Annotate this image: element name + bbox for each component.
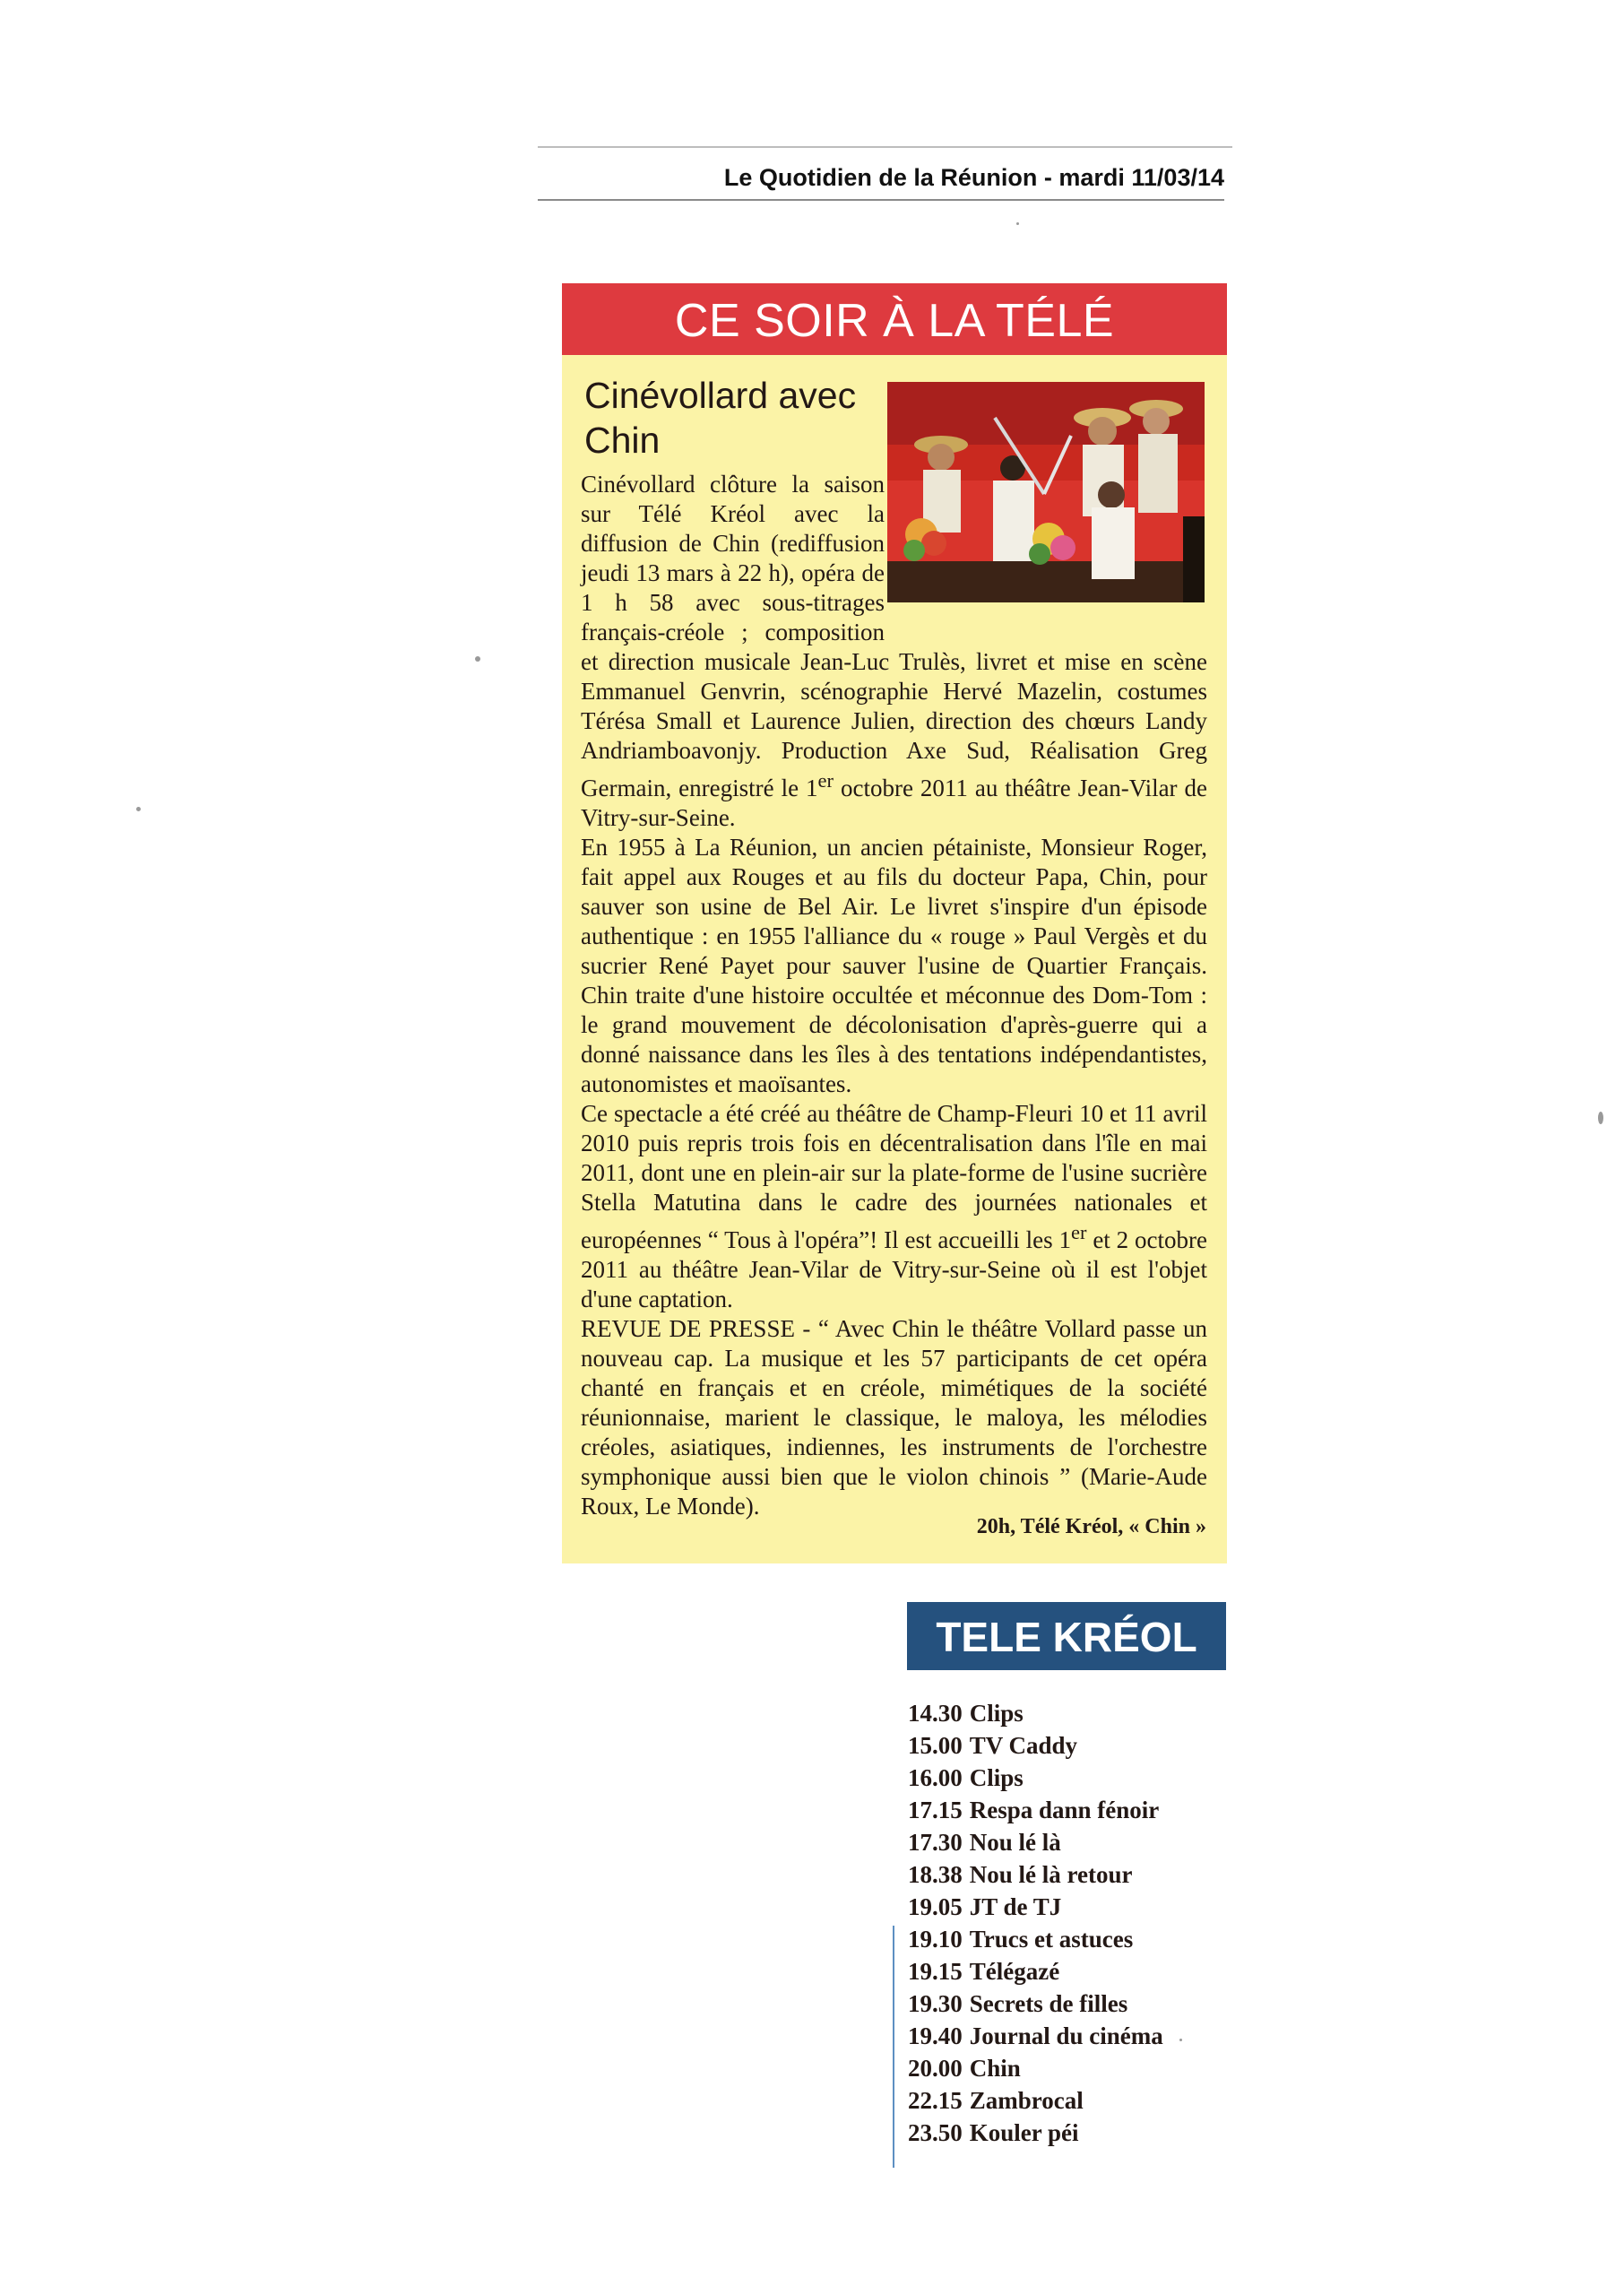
scan-speck: [1598, 1112, 1603, 1124]
article-paragraph-2: En 1955 à La Réunion, un ancien pétainiste, Monsieur Roger, fait appel aux Rouges et au fils du docteur Papa, Chin, pour sauver son usine de Bel Air. Le livret s'inspire d'un épisode authentique : en 1955 l'alliance du « rouge » Paul Vergès et du sucrier René Payet pour sauver l'usine de Quartier Français. Chin traite d'une histoire occultée et méconnue des Dom-Tom : le grand mouvement de décolonisation d'après-guerre qui a donné naissance dans les îles à des tentations indépendantistes, autonomistes et maoïsantes.: [581, 834, 1207, 1097]
schedule-title: Télégazé: [969, 1958, 1060, 1985]
schedule-time: 23.50: [908, 2119, 963, 2146]
schedule-title: Trucs et astuces: [969, 1926, 1134, 1953]
article-body: [581, 470, 1207, 1521]
schedule-item: [908, 1826, 1163, 1858]
schedule-item: [908, 1794, 1163, 1826]
schedule-title: Chin: [969, 2055, 1021, 2082]
tonight-box: [562, 283, 1227, 1563]
schedule-time: 19.30: [908, 1990, 963, 2017]
press-review-paragraph: REVUE DE PRESSE - “ Avec Chin le théâtre Vollard passe un nouveau cap. La musique et les 57 participants de cet opéra chanté en français et en créole, mimétiques de la société réunionnaise, marient le classique, le maloya, les mélodies créoles, asiatiques, indiennes, les instruments de l'orchestre symphonique aussi bien que le violon chinois ” (Marie-Aude Roux, Le Monde).: [581, 1315, 1207, 1520]
schedule-time: 18.38: [908, 1861, 963, 1888]
schedule-time: 17.15: [908, 1797, 963, 1823]
tv-schedule: [908, 1697, 1163, 2149]
schedule-item: [908, 1697, 1163, 1729]
schedule-title: JT de TJ: [969, 1893, 1062, 1920]
broadcast-caption: 20h, Télé Kréol, « Chin »: [976, 1515, 1206, 1538]
photo-space: [885, 470, 1207, 622]
scan-speck: [475, 656, 480, 662]
schedule-item: [908, 1955, 1163, 1988]
schedule-time: 16.00: [908, 1764, 963, 1791]
schedule-item: [908, 1858, 1163, 1891]
schedule-item: [908, 2020, 1163, 2052]
top-rule: [538, 146, 1232, 148]
schedule-title: Nou lé là: [969, 1829, 1061, 1856]
ordinal-suffix: er: [1070, 1221, 1087, 1243]
schedule-time: 19.15: [908, 1958, 963, 1985]
schedule-item: [908, 1762, 1163, 1794]
article-paragraph-3: Ce spectacle a été créé au théâtre de Champ-Fleuri 10 et 11 avril 2010 puis repris trois fois en décentralisation dans l'île en mai 2011, dont une en plein-air sur la plate-forme de l'usine sucrière Stella Matutina dans le cadre des journées nationales et européennes “ Tous à l'opéra”! Il est accueilli les 1: [581, 1100, 1207, 1253]
article-paragraph-3-end: et 2 octobre 2011 au théâtre Jean-Vilar de Vitry-sur-Seine où il est l'objet d'une captation.: [581, 1226, 1207, 1312]
schedule-title: Clips: [969, 1700, 1024, 1727]
schedule-item: [908, 1729, 1163, 1762]
article-paragraph-1: Cinévollard clôture la saison sur Télé Kréol avec la diffusion de Chin (rediffusion jeudi 13 mars à 22 h), opéra de 1 h 58 avec sous-titrages français-créole ; composition et direction musicale Jean-Luc Trulès, livret et mise en scène Emmanuel Genvrin, scénographie Hervé Mazelin, costumes Térésa Small et Laurence Julien, direction des chœurs Landy Andriamboavonjy. Production Axe Sud, Réalisation Greg Germain, enregistré le 1: [581, 471, 1207, 801]
schedule-item: [908, 2052, 1163, 2084]
scan-speck: [136, 807, 141, 811]
schedule-time: 14.30: [908, 1700, 963, 1727]
scan-speck: [1016, 222, 1019, 225]
schedule-title: Journal du cinéma: [969, 2022, 1163, 2049]
channel-header: TELE KRÉOL: [907, 1602, 1226, 1670]
schedule-time: 17.30: [908, 1829, 963, 1856]
schedule-title: Zambrocal: [969, 2087, 1084, 2114]
schedule-time: 15.00: [908, 1732, 963, 1759]
ordinal-suffix: er: [817, 769, 834, 792]
schedule-title: Kouler péi: [969, 2119, 1079, 2146]
masthead: Le Quotidien de la Réunion - mardi 11/03/14: [723, 164, 1224, 191]
schedule-item: [908, 1891, 1163, 1923]
schedule-item: [908, 1923, 1163, 1955]
schedule-title: Nou lé là retour: [969, 1861, 1133, 1888]
schedule-time: 19.05: [908, 1893, 963, 1920]
article-paragraph-1-end: octobre 2011 au théâtre Jean-Vilar de Vitry-sur-Seine.: [581, 775, 1207, 831]
schedule-title: Secrets de filles: [969, 1990, 1128, 2017]
scan-speck: [1179, 2039, 1182, 2041]
schedule-item: [908, 1988, 1163, 2020]
masthead-rule: [538, 199, 1224, 201]
schedule-title: Respa dann fénoir: [969, 1797, 1160, 1823]
box-header: CE SOIR À LA TÉLÉ: [562, 283, 1227, 355]
schedule-item: [908, 2084, 1163, 2117]
schedule-time: 19.40: [908, 2022, 963, 2049]
schedule-time: 20.00: [908, 2055, 963, 2082]
schedule-time: 22.15: [908, 2087, 963, 2114]
article-title: Cinévollard avec Chin: [584, 375, 857, 461]
schedule-item: [908, 2117, 1163, 2149]
schedule-time: 19.10: [908, 1926, 963, 1953]
schedule-marker-line: [893, 1926, 894, 2168]
schedule-title: Clips: [969, 1764, 1024, 1791]
schedule-title: TV Caddy: [969, 1732, 1078, 1759]
